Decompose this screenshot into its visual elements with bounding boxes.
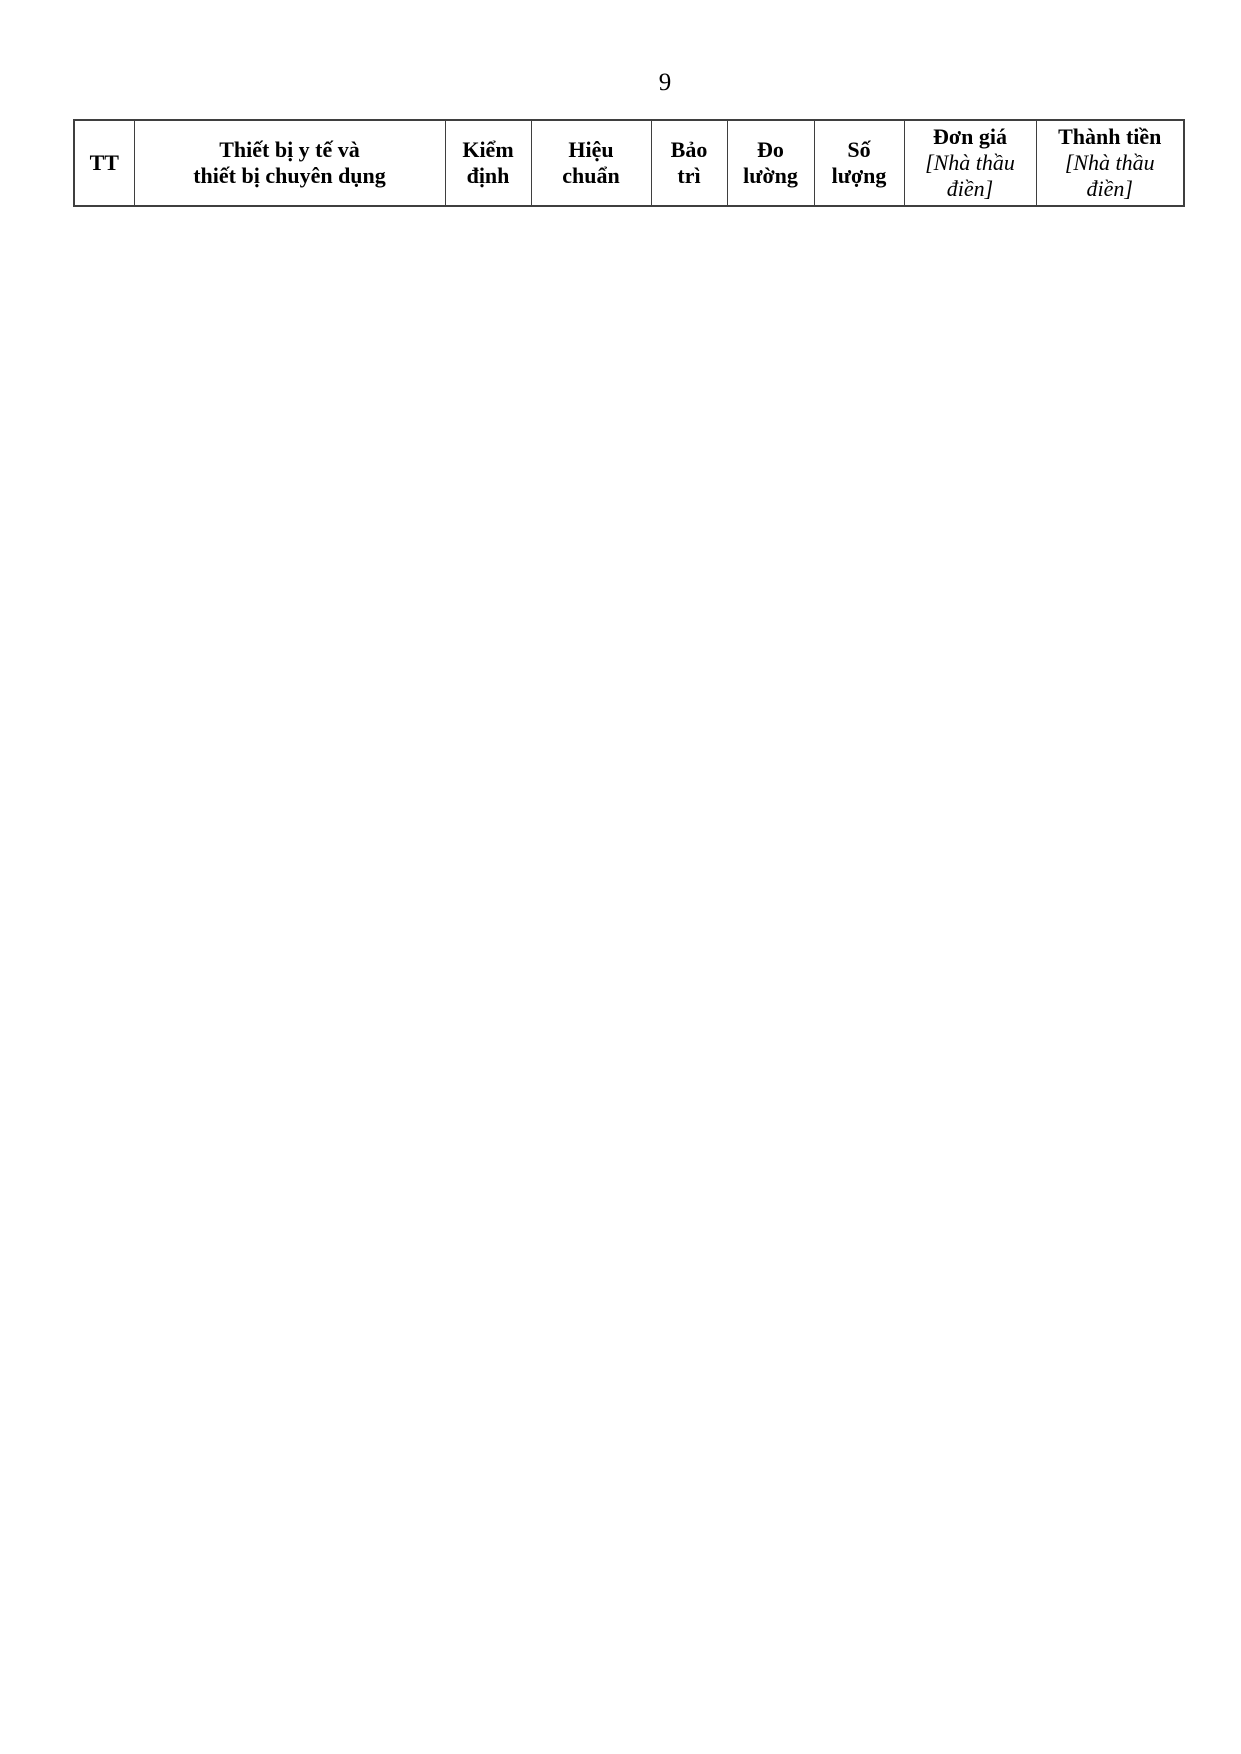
header-equipment-line1: Thiết bị y tế và [219,137,360,162]
header-don-gia-subtitle: [Nhà thầu điền] [925,150,1015,201]
page-number: 9 [658,69,672,96]
equipment-table [73,119,1185,207]
header-thanh-tien [1036,120,1184,206]
table-header-row [74,120,1184,206]
header-bao-tri: Bảo trì [651,120,727,206]
header-don-gia-title: Đơn giá [933,124,1007,149]
header-do-luong: Đo lường [727,120,814,206]
header-kiem-dinh: Kiểm định [445,120,531,206]
header-equipment [134,120,445,206]
header-so-luong: Số lượng [814,120,904,206]
header-equipment-line2: thiết bị chuyên dụng [193,163,386,188]
header-tt: TT [74,120,134,206]
header-don-gia [904,120,1036,206]
header-thanh-tien-title: Thành tiền [1058,124,1162,149]
header-thanh-tien-subtitle: [Nhà thầu điền] [1064,150,1155,201]
header-hieu-chuan: Hiệu chuẩn [531,120,651,206]
